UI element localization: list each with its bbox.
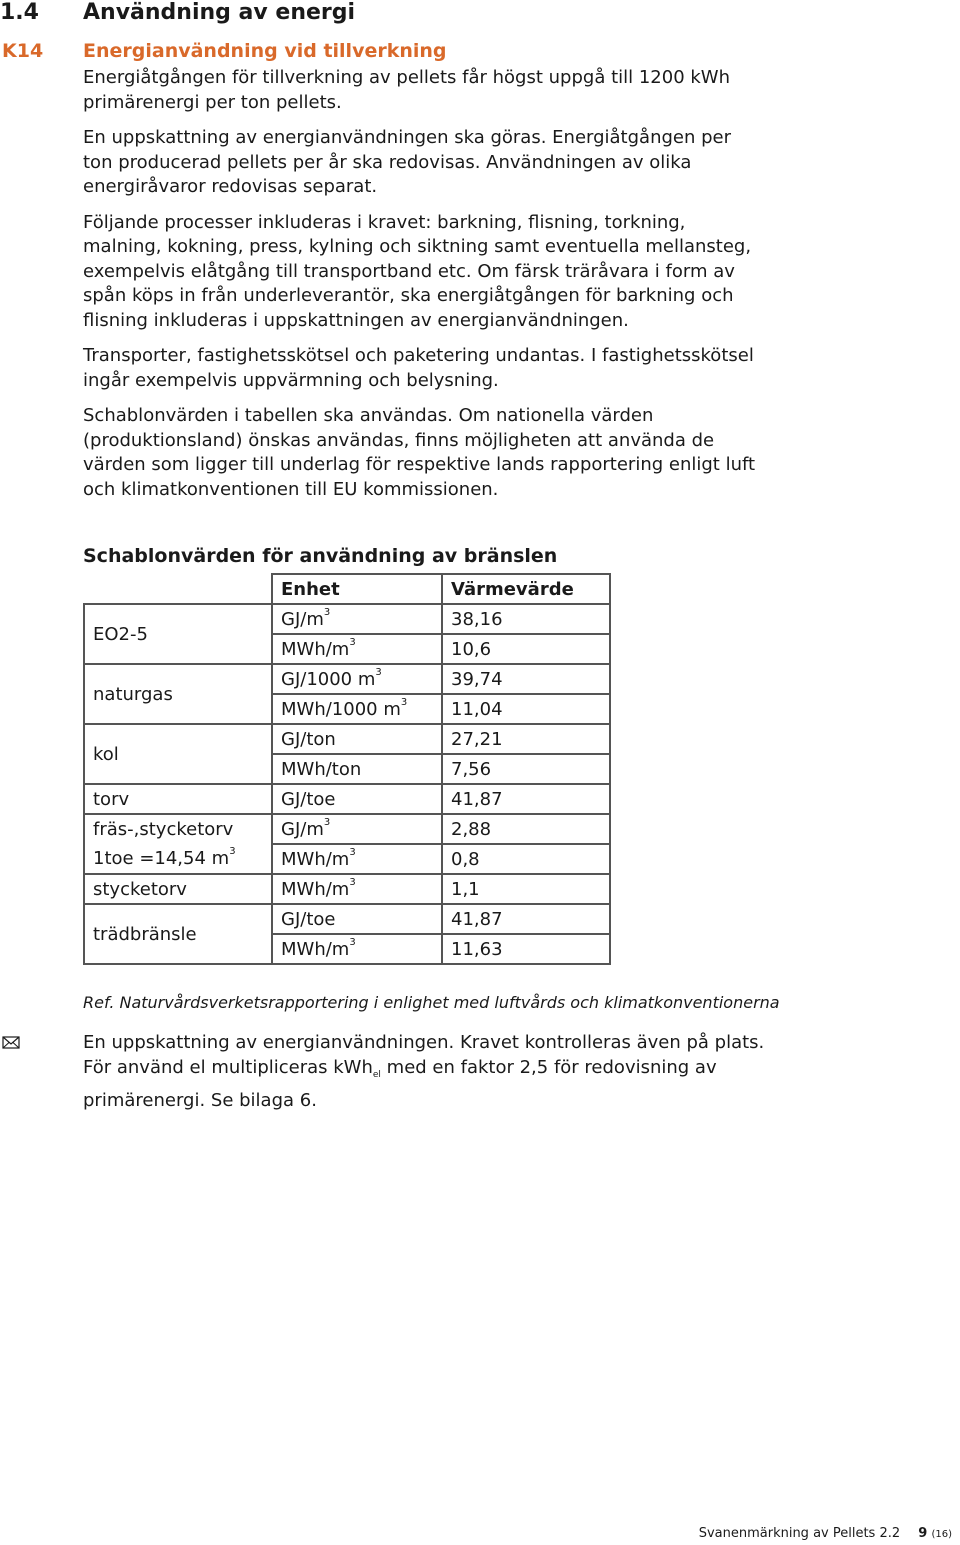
unit-cell: GJ/1000 $m^3$ — [272, 664, 442, 694]
paragraph-processes: Följande processer inkluderas i kravet: barkning, flisning, torkning, malning, kokning, press, kylning och siktning samt eventuella mellansteg, exempelvis elåtgång till transportband etc. Om färsk träråvara i form av spån köps in från underleverantör, ska energiåtgången för barkning och flisning inkluderas i uppskattningen av energianvändningen. — [83, 211, 752, 331]
footer-doc-title: Svanenmärkning av Pellets 2.2 — [698, 1526, 901, 1541]
footer-page-total: (16) — [931, 1529, 952, 1540]
unit-cell: MWh/$m^3$ — [272, 874, 442, 904]
page-footer — [699, 1526, 952, 1541]
table-row — [84, 844, 610, 874]
table-row — [84, 904, 610, 934]
table-title: Schablonvärden för användning av bränslen — [83, 545, 558, 567]
requirement-body — [83, 66, 763, 513]
value-cell: 38,16 — [442, 604, 610, 634]
fuel-name: trädbränsle — [84, 904, 272, 964]
value-cell: 41,87 — [442, 784, 610, 814]
unit-cell: $GJ/m^3$ — [272, 604, 442, 634]
fuel-name: kol — [84, 724, 272, 784]
paragraph-estimate: En uppskattning av energianvändningen ska göras. Energiåtgången per ton producerad pellets per år ska redovisas. Användningen av olika energiråvaror redovisas separat. — [83, 127, 732, 197]
fuel-name: stycketorv — [84, 874, 272, 904]
unit-cell: MWh/$m^3$ — [272, 934, 442, 964]
table-row — [84, 724, 610, 754]
unit-cell: GJ/ton — [272, 724, 442, 754]
header-blank-cell — [84, 574, 272, 604]
table-row — [84, 664, 610, 694]
unit-cell: $GJ/m^3$ — [272, 814, 442, 844]
requirement-title: Energianvändning vid tillverkning — [83, 40, 447, 62]
value-cell: 1,1 — [442, 874, 610, 904]
table-reference: Ref. Naturvårdsverketsrapportering i enlighet med luftvårds och klimatkonventionerna — [83, 993, 780, 1012]
value-cell: 10,6 — [442, 634, 610, 664]
unit-cell: MWh/$m^3$ — [272, 844, 442, 874]
header-unit: Enhet — [272, 574, 442, 604]
unit-cell: MWh/$m^3$ — [272, 634, 442, 664]
table-row — [84, 604, 610, 634]
header-heating-value: Värmevärde — [442, 574, 610, 604]
value-cell: 2,88 — [442, 814, 610, 844]
unit-cell: GJ/toe — [272, 904, 442, 934]
fuel-name: naturgas — [84, 664, 272, 724]
unit-cell: GJ/toe — [272, 784, 442, 814]
value-cell: 11,04 — [442, 694, 610, 724]
unit-cell: MWh/1000 $m^3$ — [272, 694, 442, 724]
value-cell: 39,74 — [442, 664, 610, 694]
table-row — [84, 874, 610, 904]
value-cell: 27,21 — [442, 724, 610, 754]
verification-text: En uppskattning av energianvändningen. Kravet kontrolleras även på plats. För använd el multipliceras kWh$_{el}$ med en faktor 2,5 för redovisning av primärenergi. Se bilaga 6. — [83, 1032, 765, 1111]
fuel-values-table — [83, 573, 611, 965]
fuel-name: torv — [84, 784, 272, 814]
paragraph-default-values: Schablonvärden i tabellen ska användas. Om nationella värden (produktionsland) önskas användas, finns möjligheten att använda de värden som ligger till underlag för respektive lands rapportering enligt luft och klimatkonventionen till EU kommissionen. — [83, 405, 756, 500]
table-row — [84, 784, 610, 814]
fuel-name: EO2-5 — [84, 604, 272, 664]
unit-cell: MWh/ton — [272, 754, 442, 784]
paragraph-limit: Energiåtgången för tillverkning av pellets får högst uppgå till 1200 kWh primärenergi per ton pellets. — [83, 67, 731, 113]
fuel-name: fräs-,stycketorv — [84, 814, 272, 844]
paragraph-exclusions: Transporter, fastighetsskötsel och paketering undantas. I fastighetsskötsel ingår exempelvis uppvärmning och belysning. — [83, 345, 754, 391]
envelope-icon — [2, 1034, 20, 1053]
value-cell: 0,8 — [442, 844, 610, 874]
table-row — [84, 814, 610, 844]
fuel-conversion-note: 1toe =14,54 $m^3$ — [84, 844, 272, 874]
value-cell: 11,63 — [442, 934, 610, 964]
value-cell: 7,56 — [442, 754, 610, 784]
section-number: 1.4 — [0, 0, 39, 25]
footer-page-number: 9 — [918, 1526, 928, 1541]
value-cell: 41,87 — [442, 904, 610, 934]
requirement-code: K14 — [2, 40, 44, 62]
section-title: Användning av energi — [83, 0, 356, 25]
table-header-row — [84, 574, 610, 604]
